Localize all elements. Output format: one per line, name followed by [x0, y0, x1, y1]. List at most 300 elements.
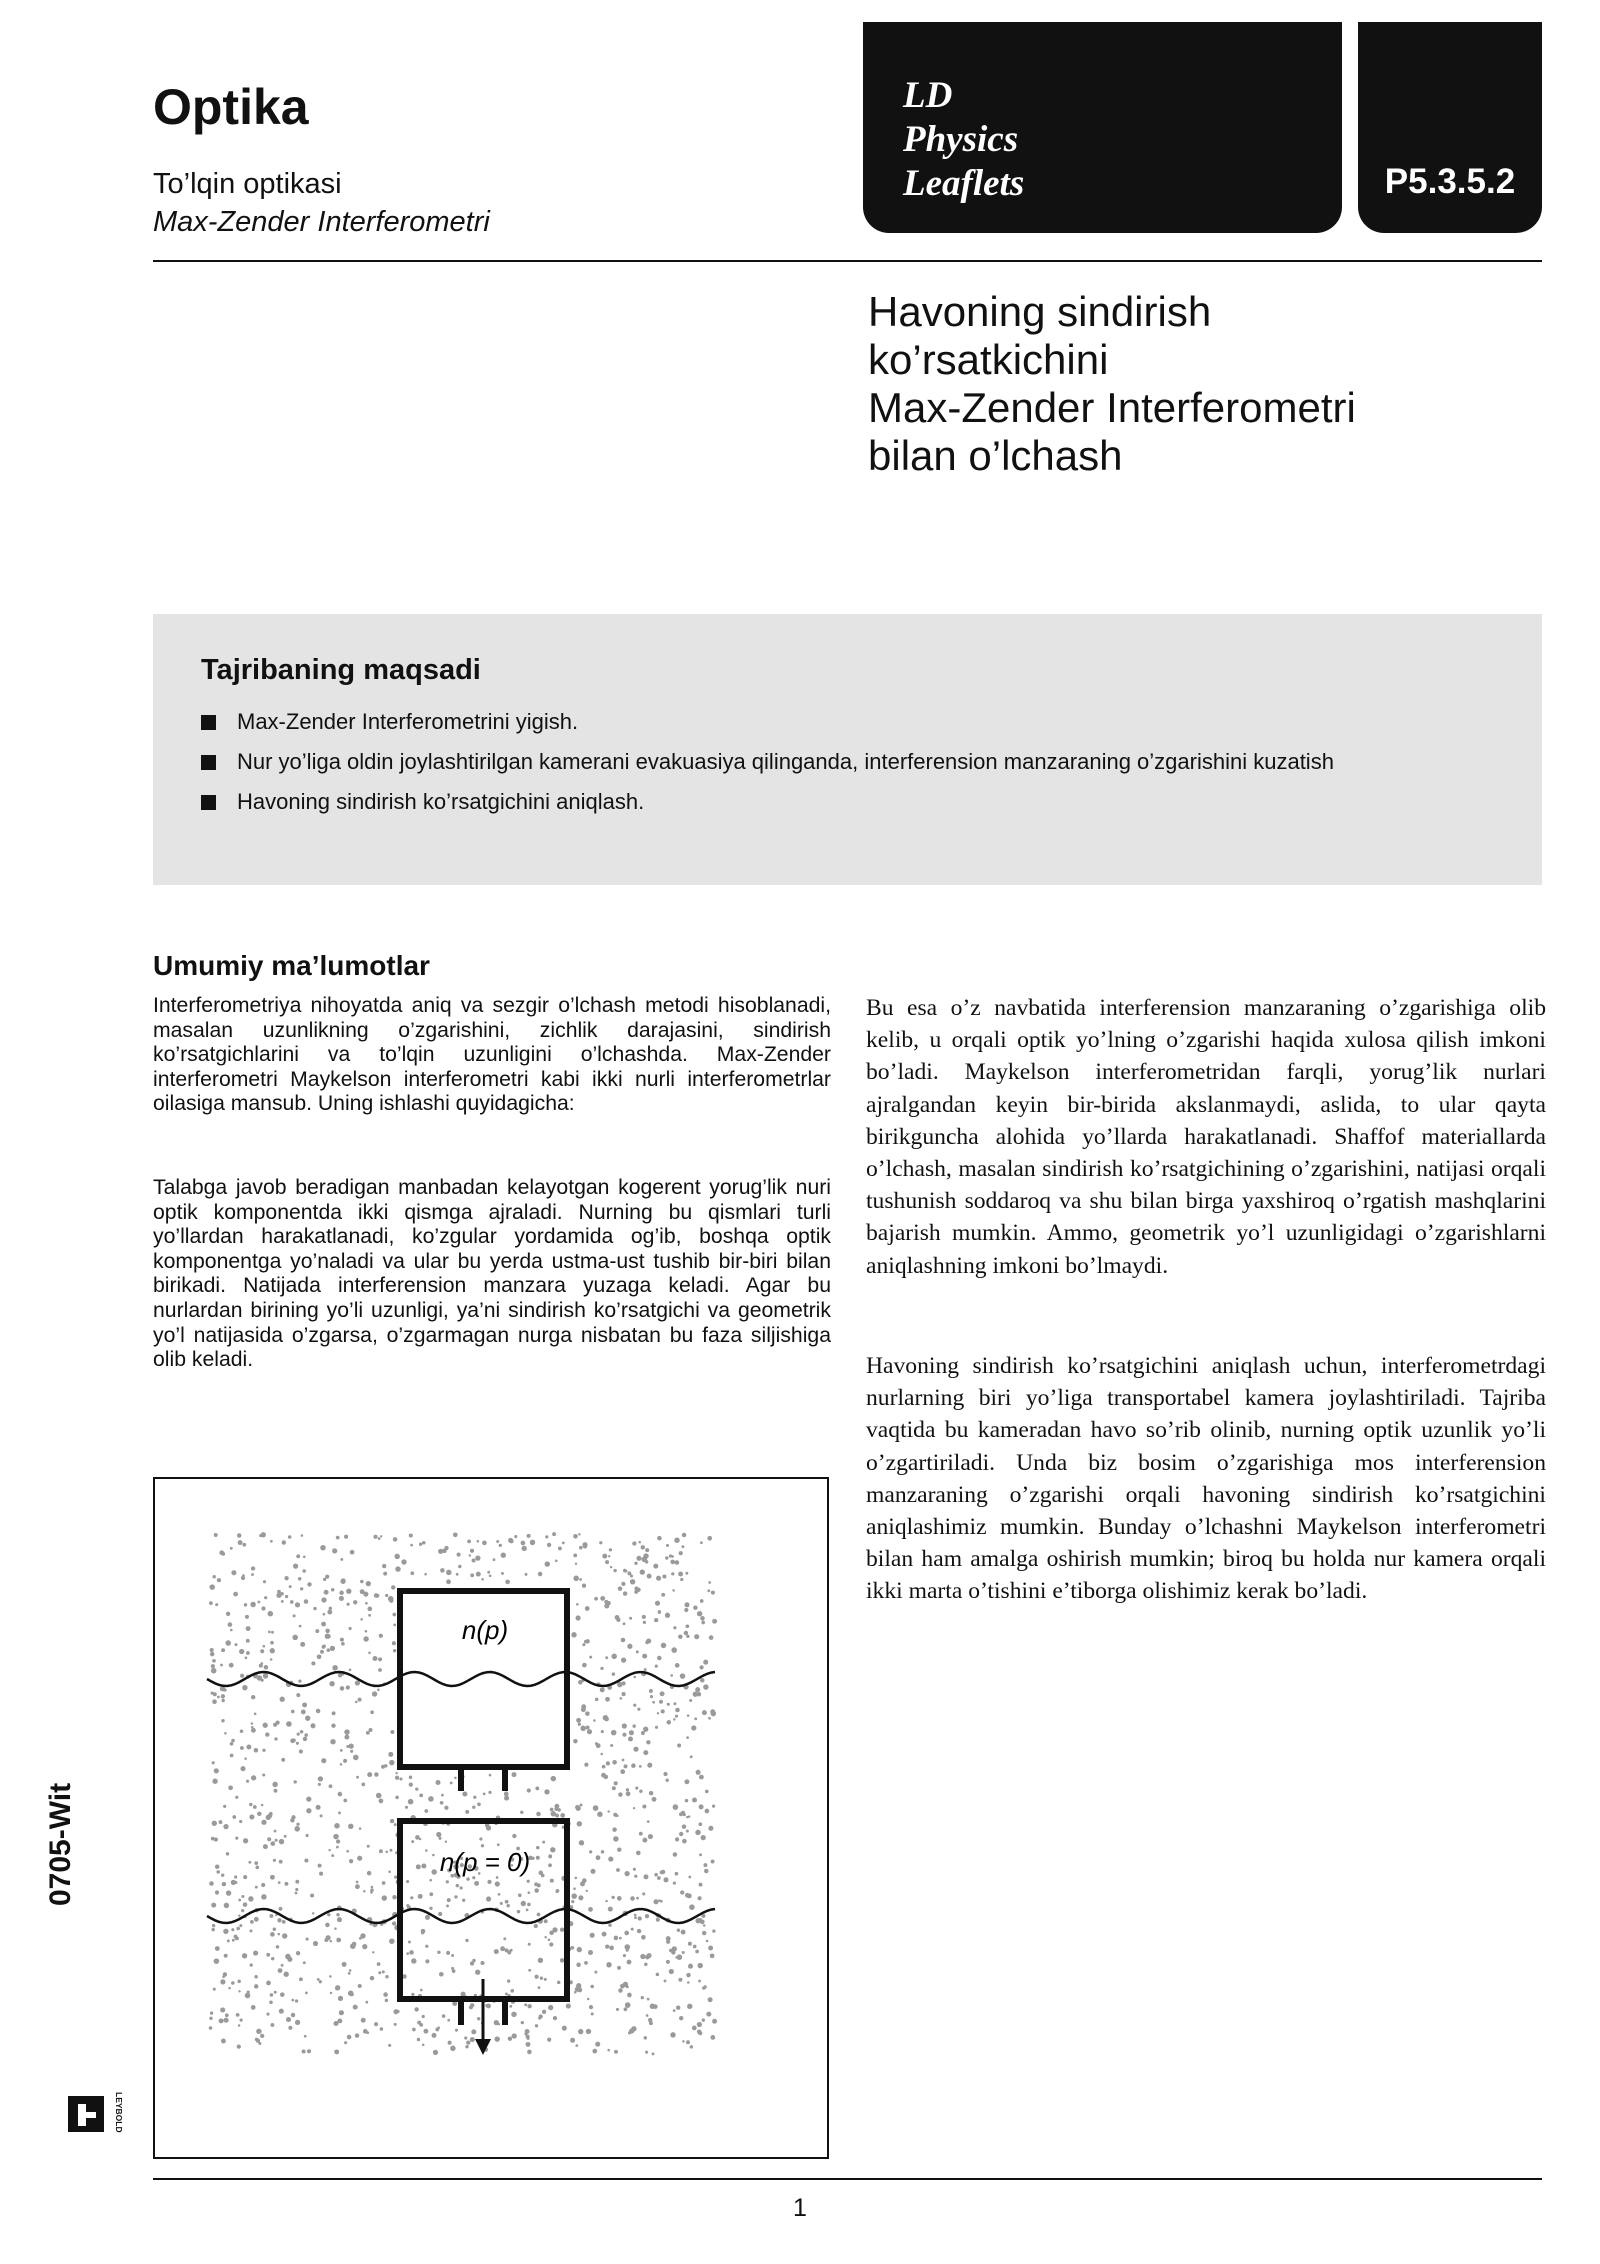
air-molecule [330, 1992, 332, 1994]
air-molecule [236, 1927, 240, 1931]
air-molecule [222, 1699, 225, 1702]
air-molecule [352, 1942, 357, 1947]
header-divider [153, 260, 1542, 262]
air-molecule [698, 1896, 702, 1900]
air-molecule [643, 1750, 648, 1755]
air-molecule [705, 1790, 709, 1794]
air-molecule [264, 1665, 269, 1670]
air-molecule [526, 1909, 529, 1912]
air-molecule [451, 1954, 454, 1957]
air-molecule [425, 1945, 428, 1948]
air-molecule [209, 1601, 213, 1605]
objectives-panel [153, 614, 1542, 885]
air-molecule [634, 1562, 637, 1565]
air-molecule [336, 1839, 340, 1843]
air-molecule [534, 1888, 539, 1893]
air-molecule [698, 1822, 702, 1826]
air-molecule [251, 1566, 255, 1570]
air-molecule [673, 1882, 676, 1885]
air-molecule [542, 1841, 545, 1844]
air-molecule [396, 2010, 399, 2013]
air-molecule [444, 1546, 448, 1550]
air-molecule [589, 1656, 592, 1659]
air-molecule [306, 1808, 311, 1813]
air-molecule [215, 1864, 219, 1868]
air-molecule [522, 1546, 527, 1551]
air-molecule [406, 1880, 409, 1883]
air-molecule [255, 1866, 259, 1870]
air-molecule [629, 1730, 634, 1735]
air-molecule [527, 1534, 531, 1538]
air-molecule [265, 1732, 269, 1736]
air-molecule [709, 1635, 714, 1640]
air-molecule [702, 1710, 707, 1715]
air-molecule [329, 1975, 332, 1978]
air-molecule [601, 1730, 604, 1733]
air-molecule [281, 1600, 284, 1603]
air-molecule [374, 1593, 379, 1598]
air-molecule [343, 1759, 347, 1763]
air-molecule [235, 1796, 238, 1799]
arrow-down-icon [475, 2039, 491, 2055]
air-molecule [334, 1823, 340, 1829]
air-molecule [260, 2034, 264, 2038]
air-molecule [320, 1814, 323, 1817]
air-molecule [355, 2033, 359, 2037]
air-molecule [268, 1611, 274, 1617]
air-molecule [376, 1793, 382, 1799]
air-molecule [275, 1720, 279, 1724]
air-molecule [211, 1664, 215, 1668]
air-molecule [246, 1780, 249, 1783]
air-molecule [366, 1731, 370, 1735]
air-molecule [210, 1652, 215, 1657]
air-molecule [235, 1881, 238, 1884]
air-molecule [648, 2018, 652, 2022]
air-molecule [609, 1548, 612, 1551]
air-molecule [655, 1664, 658, 1667]
air-molecule [359, 1827, 362, 1830]
air-molecule [231, 1928, 234, 1931]
air-molecule [332, 1711, 336, 1715]
air-molecule [363, 1592, 368, 1597]
air-molecule [538, 1958, 543, 1963]
air-molecule [693, 1605, 697, 1609]
air-molecule [687, 2004, 692, 2009]
air-molecule [560, 1928, 564, 1932]
air-molecule [417, 2021, 421, 2025]
air-molecule [331, 1588, 335, 1592]
air-molecule [245, 1993, 251, 1999]
air-molecule [606, 1761, 610, 1765]
air-molecule [500, 1946, 505, 1951]
air-molecule [334, 2049, 339, 2054]
air-molecule [379, 1634, 383, 1638]
air-molecule [446, 1951, 450, 1955]
air-molecule [209, 1881, 214, 1886]
air-molecule [212, 1659, 216, 1663]
air-molecule [425, 1959, 429, 1963]
air-molecule [579, 1840, 584, 1845]
air-molecule [695, 1687, 700, 1692]
air-molecule [632, 1724, 635, 1727]
air-molecule [472, 1558, 476, 1562]
air-molecule [304, 1599, 309, 1604]
air-molecule [228, 1785, 233, 1790]
air-molecule [355, 1701, 358, 1704]
air-molecule [560, 1813, 565, 1818]
air-molecule [692, 1798, 697, 1803]
air-molecule [628, 2031, 631, 2034]
air-molecule [694, 1717, 697, 1720]
air-molecule [465, 1810, 469, 1814]
objective-text: Nur yo’liga oldin joylashtirilgan kamerani evakuasiya qilinganda, interferension manzaraning o’zgarishini kuzatish [237, 749, 1334, 774]
air-molecule [394, 1875, 397, 1878]
air-molecule [424, 1573, 427, 1576]
air-molecule [585, 1711, 590, 1716]
air-molecule [578, 2029, 583, 2034]
air-molecule [684, 1779, 689, 1784]
topic-subtitle-italic: Max-Zender Interferometri [153, 206, 490, 238]
air-molecule [497, 1843, 500, 1846]
air-molecule [389, 1938, 395, 1944]
air-molecule [579, 1578, 582, 1581]
air-molecule [335, 1985, 340, 1990]
air-molecule [655, 1726, 658, 1729]
air-molecule [643, 1621, 646, 1624]
air-molecule [408, 1941, 411, 1944]
air-molecule [348, 1824, 353, 1829]
air-molecule [575, 1562, 577, 1564]
air-molecule [488, 1791, 491, 1794]
air-molecule [617, 1896, 622, 1901]
air-molecule [321, 1758, 326, 1763]
air-molecule [605, 1900, 607, 1902]
air-molecule [636, 1556, 641, 1561]
air-molecule [573, 1576, 579, 1582]
air-molecule [495, 1881, 500, 1886]
air-molecule [496, 1540, 499, 1543]
air-molecule [557, 1808, 561, 1812]
air-molecule [521, 2021, 524, 2024]
air-molecule [370, 1710, 374, 1714]
air-molecule [493, 1558, 496, 1561]
air-molecule [409, 1776, 413, 1780]
air-molecule [648, 1834, 653, 1839]
air-molecule [642, 1838, 647, 1843]
air-molecule [231, 1981, 235, 1985]
air-molecule [220, 1664, 223, 1667]
air-molecule [238, 1914, 240, 1916]
air-molecule [239, 1820, 242, 1823]
air-molecule [360, 1618, 363, 1621]
air-molecule [544, 1978, 547, 1981]
air-molecule [212, 1821, 217, 1826]
air-molecule [244, 1603, 247, 1606]
air-molecule [367, 1772, 372, 1777]
air-molecule [388, 2044, 391, 2047]
footer-divider [153, 2178, 1542, 2180]
air-molecule [637, 1708, 640, 1711]
air-molecule [336, 1536, 340, 1540]
air-molecule [681, 1930, 686, 1935]
air-molecule [637, 1929, 641, 1933]
air-molecule [215, 1946, 220, 1951]
air-molecule [220, 2007, 225, 2012]
air-molecule [242, 1953, 247, 1958]
air-molecule [677, 1954, 683, 1960]
air-molecule [279, 2009, 284, 2014]
air-molecule [583, 1544, 587, 1548]
air-molecule [701, 1621, 705, 1625]
air-molecule [422, 1541, 426, 1545]
air-molecule [416, 1864, 421, 1869]
air-molecule [616, 1618, 620, 1622]
air-molecule [215, 1890, 219, 1894]
air-molecule [473, 1796, 476, 1799]
air-molecule [221, 1694, 225, 1698]
air-molecule [511, 2012, 516, 2017]
air-molecule [273, 1927, 276, 1930]
air-molecule [633, 1704, 636, 1707]
air-molecule [339, 2019, 343, 2023]
air-molecule [584, 1961, 588, 1965]
air-molecule [456, 1884, 459, 1887]
air-molecule [655, 1601, 660, 1606]
air-molecule [549, 1942, 553, 1946]
air-molecule [421, 1929, 426, 1934]
air-molecule [302, 1702, 307, 1707]
air-molecule [551, 1811, 557, 1817]
air-molecule [266, 1953, 270, 1957]
air-molecule [232, 1815, 236, 1819]
air-molecule [596, 1855, 601, 1860]
air-molecule [527, 1788, 531, 1792]
air-molecule [238, 1540, 243, 1545]
air-molecule [686, 2040, 690, 2044]
air-molecule [284, 1882, 288, 1886]
air-molecule [331, 1724, 335, 1728]
air-molecule [446, 1570, 452, 1576]
air-molecule [566, 2004, 571, 2009]
air-molecule [686, 1736, 689, 1739]
air-molecule [475, 1970, 480, 1975]
air-molecule [560, 1958, 565, 1963]
air-molecule [489, 1574, 492, 1577]
air-molecule [562, 1541, 565, 1544]
air-molecule [261, 1894, 267, 1900]
air-molecule [286, 1721, 292, 1727]
air-molecule [240, 1746, 244, 1750]
air-molecule [358, 1984, 362, 1988]
air-molecule [251, 1775, 256, 1780]
air-molecule [244, 1757, 247, 1760]
air-molecule [582, 1584, 586, 1588]
air-molecule [259, 1534, 262, 1537]
air-molecule [589, 2005, 593, 2009]
air-molecule [476, 1572, 481, 1577]
air-molecule [393, 1649, 396, 1652]
air-molecule [711, 1860, 715, 1864]
air-molecule [549, 1931, 554, 1936]
air-molecule [212, 1924, 215, 1927]
air-molecule [634, 1916, 637, 1919]
air-molecule [678, 1634, 683, 1639]
air-molecule [226, 1852, 229, 1855]
air-molecule [270, 1993, 274, 1997]
air-molecule [255, 2038, 258, 2041]
air-molecule [406, 1904, 409, 1907]
air-molecule [607, 1810, 609, 1812]
list-item [201, 742, 1334, 782]
air-molecule [535, 2024, 538, 2027]
air-molecule [274, 1830, 277, 1833]
air-molecule [245, 1615, 249, 1619]
air-molecule [527, 2050, 532, 2055]
air-molecule [638, 1541, 641, 1544]
air-molecule [466, 2040, 470, 2044]
air-molecule [296, 1951, 300, 1955]
air-molecule [685, 1799, 689, 1803]
air-molecule [623, 1954, 626, 1957]
air-molecule [590, 1869, 595, 1874]
air-molecule [253, 1805, 257, 1809]
air-molecule [505, 1992, 508, 1995]
air-molecule [646, 1740, 650, 1744]
air-molecule [344, 2041, 347, 2044]
air-molecule [441, 1794, 444, 1797]
air-molecule [295, 1999, 298, 2002]
series-line: Leaflets [903, 163, 1025, 204]
air-molecule [454, 1777, 457, 1780]
air-molecule [221, 1648, 225, 1652]
air-molecule [284, 1835, 287, 1838]
air-molecule [627, 1571, 631, 1575]
air-molecule [479, 1837, 482, 1840]
air-molecule [700, 1599, 704, 1603]
air-molecule [303, 1737, 307, 1741]
air-molecule [551, 1776, 556, 1781]
air-molecule [249, 1814, 254, 1819]
air-molecule [708, 1717, 711, 1720]
air-molecule [604, 1603, 609, 1608]
air-molecule [419, 1543, 422, 1546]
air-molecule [652, 2052, 655, 2055]
air-molecule [675, 1837, 679, 1841]
air-molecule [672, 1589, 675, 1592]
air-molecule [270, 1841, 275, 1846]
air-molecule [697, 2030, 701, 2034]
air-molecule [535, 1786, 539, 1790]
air-molecule [688, 1876, 691, 1879]
air-molecule [324, 1590, 329, 1595]
air-molecule [355, 1884, 360, 1889]
air-molecule [521, 1901, 526, 1906]
air-molecule [447, 2019, 450, 2022]
air-molecule [310, 1893, 314, 1897]
air-molecule [544, 1789, 549, 1794]
air-molecule [425, 1849, 428, 1852]
air-molecule [306, 1796, 311, 1801]
air-molecule [324, 1938, 328, 1942]
air-molecule [360, 1580, 364, 1584]
air-molecule [334, 1927, 337, 1930]
air-molecule [438, 1837, 441, 1840]
air-molecule [460, 1886, 463, 1889]
air-molecule [571, 1893, 577, 1899]
air-molecule [414, 2007, 418, 2011]
air-molecule [697, 2022, 702, 2027]
air-molecule [224, 1954, 228, 1958]
air-molecule [250, 1963, 253, 1966]
air-molecule [665, 1613, 670, 1618]
air-molecule [627, 1644, 632, 1649]
air-molecule [383, 1992, 388, 1997]
air-molecule [338, 1996, 343, 2001]
air-molecule [602, 1932, 607, 1937]
air-molecule [235, 1936, 239, 1940]
air-molecule [424, 1809, 428, 1813]
air-molecule [505, 1900, 509, 1904]
air-molecule [517, 1910, 521, 1914]
air-molecule [657, 1536, 662, 1541]
air-molecule [338, 1811, 341, 1814]
air-molecule [645, 2051, 648, 2054]
air-molecule [695, 1830, 700, 1835]
air-molecule [389, 1760, 394, 1765]
air-molecule [619, 1697, 622, 1700]
air-molecule [330, 1739, 335, 1744]
air-molecule [284, 1576, 288, 1580]
air-molecule [653, 1899, 658, 1904]
air-molecule [699, 1665, 703, 1669]
air-molecule [482, 1541, 487, 1546]
air-molecule [620, 1769, 625, 1774]
air-molecule [640, 1954, 645, 1959]
air-molecule [225, 2013, 229, 2017]
air-molecule [394, 1554, 399, 1559]
air-molecule [677, 1928, 680, 1931]
air-molecule [379, 1799, 384, 1804]
air-molecule [652, 1797, 657, 1802]
air-molecule [697, 1692, 702, 1697]
air-molecule [611, 1730, 617, 1736]
air-molecule [657, 1876, 661, 1880]
air-molecule [550, 1847, 555, 1852]
air-molecule [262, 1773, 265, 1776]
air-molecule [621, 1657, 626, 1662]
air-molecule [682, 1951, 685, 1954]
air-molecule [419, 1838, 421, 1840]
air-molecule [394, 1823, 397, 1826]
air-molecule [606, 1962, 611, 1967]
air-molecule [577, 1947, 582, 1952]
air-molecule [290, 1600, 294, 1604]
air-molecule [562, 2026, 567, 2031]
air-molecule [225, 1640, 231, 1646]
air-molecule [337, 1917, 342, 1922]
air-molecule [680, 1890, 684, 1894]
air-molecule [295, 1602, 300, 1607]
air-molecule [586, 1890, 588, 1892]
air-molecule [675, 1708, 680, 1713]
air-molecule [378, 1971, 381, 1974]
air-molecule [292, 1635, 298, 1641]
air-molecule [349, 1668, 352, 1671]
air-molecule [469, 1554, 471, 1556]
air-molecule [377, 1688, 380, 1691]
air-molecule [670, 1674, 673, 1677]
